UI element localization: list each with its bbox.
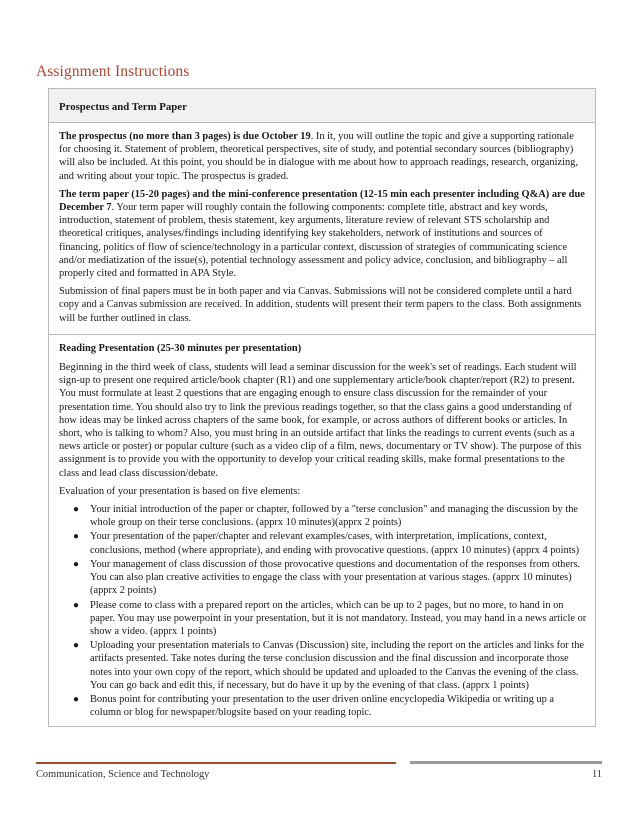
term-paper-due: The term paper (15-20 pages) and the mini-conference presentation (12-15 min each presenter including Q&A) are due December 7 [59,188,585,214]
bullet-icon: ● [73,599,80,611]
list-item: ● Your management of class discussion of those provocative questions and documentation of the responses from others. You can also plan creative activities to engage the class with your presentation at various stages. (apprx 10 minutes) (apprx 2 points) [73,558,581,597]
prospectus-paragraph [59,130,587,183]
bullet-icon: ● [73,531,80,543]
evaluation-intro: Evaluation of your presentation is based on five elements: [59,485,301,497]
bullet-icon: ● [73,693,80,705]
footer-course: Communication, Science and Technology [36,769,210,780]
page-title: Assignment Instructions [36,63,190,80]
list-item: ● Bonus point for contributing your presentation to the user driven online encyclopedia Wikipedia or writing up a column or blog for newspaper/blogsite based on your reading topic. [73,693,554,719]
bullet-icon: ● [73,640,80,652]
term-paper-paragraph [59,188,587,280]
list-item: ● Your initial introduction of the paper or chapter, followed by a "terse conclusion" and managing the discussion by the whole group on their terse conclusions. (apprx 10 minutes)(apprx 2 points) [73,504,579,529]
term-paper-text: . Your term paper will roughly contain the following components: complete title, abstract and key words, introduction, statement of problem, thesis statement, key arguments, literature review of relevant STS scholarship and theoretical critiques, analyses/findings including identifying key stakeholders, network of institutions and sources of financing, politics of flow of science/technology in a particular context, discussion of strategies of communicating science and/or mediatization of the issue(s), potential technology assessment and policy advice, conclusion, and bibliography – all properly cited and formatted in APA Style. [59,202,568,280]
reading-presentation-body: Beginning in the third week of class, students will lead a seminar discussion for the week's set of readings. Each student will sign-up to present one required article/book chapter (R1) and one supplementary article/book chapter/report (R2) to present. You must formulate at least 2 questions that are engaging enough to ensure class discussion for the remainder of your presentation time. You should also try to link the previous readings together, so that the class gains a good understanding of how ideas may be linked across chapters of the same book, for example, or across authors of different books or articles. In short, who is talking to whom? Also, you must bring in an outside artifact that links the readings to current events (such as a news article or poster) or popular culture (such as a video clip of a film, news, documentary or TV show). The purpose of this assignment is to provide you with the opportunity to develop your critical reading skills, make formal presentations to the class and lead class discussion/debate. [59,362,582,479]
prospectus-section [49,123,595,334]
list-item: ● Your presentation of the paper/chapter and relevant examples/cases, with interpretation, implications, context, conclusions, method (where appropriate), and ending with provocative questions. (apprx 10 minutes) (apprx 4 points) [73,531,580,556]
submission-paragraph: Submission of final papers must be in both paper and via Canvas. Submissions will not be considered complete until a hard copy and a Canvas submission are received. In addition, students will present their term papers to the class. Both assignments will be further outlined in class. [59,286,582,324]
prospectus-due: The prospectus (no more than 3 pages) is due October 19 [59,131,311,142]
page-number: 11 [591,769,602,780]
assignment-box [48,88,596,727]
bullet-icon: ● [73,558,80,570]
list-item: ● Uploading your presentation materials to Canvas (Discussion) site, including the report on the articles and links for the artifacts presented. Take notes during the terse conclusion discussion and the final discussion and incorporate those notes into your own copy of the report, which should be updated and uploaded to the Canvas the evening of the class. You can go back and edit this, if necessary, but do have it up by the evening of that class. (apprx 1 points) [73,640,585,691]
bullet-icon: ● [73,504,80,516]
evaluation-list [59,503,587,719]
prospectus-text: . In it, you will outline the topic and give a supporting rationale for choosing it. Statement of problem, theoretical perspectives, site of study, and potential secondary sources (bibliography) will also be included. At this point, you should be in dialogue with me about how to approach readings, research, organizing, and writing about your topic. The prospectus is graded. [59,131,578,182]
reading-presentation-section [49,334,595,726]
reading-presentation-heading: Reading Presentation (25-30 minutes per presentation) [59,342,302,354]
box-heading: Prospectus and Term Paper [49,89,595,123]
list-item: ● Please come to class with a prepared report on the articles, which can be up to 2 pages, but no more, to hand in on paper. You may use powerpoint in your presentation, but it is not mandatory. Instead, you may hand in a news article or show a video. (apprx 1 points) [73,599,587,637]
footer-rule-right [410,761,602,764]
footer-rule-left [36,762,396,764]
